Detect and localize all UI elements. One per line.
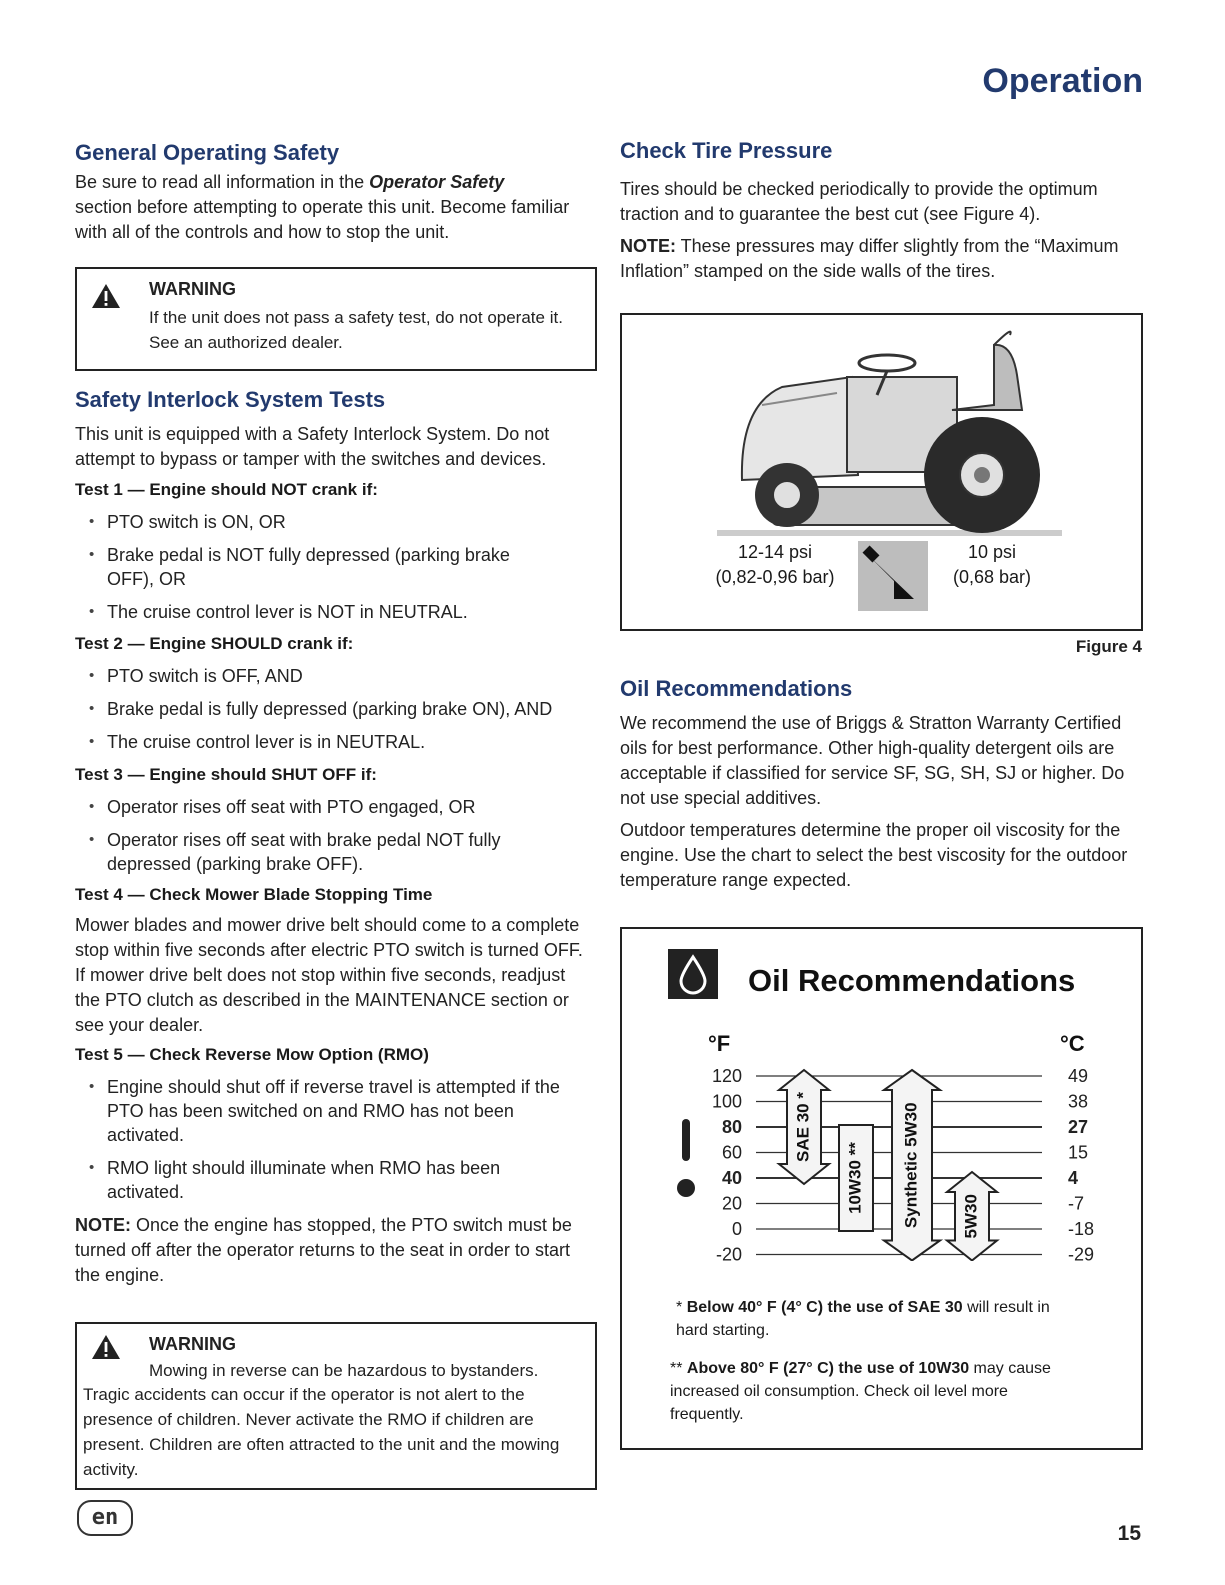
list-item: • Operator rises off seat with PTO engaged, OR (75, 795, 565, 819)
tire-pressure-note (620, 234, 1150, 284)
tire-figure (620, 313, 1143, 631)
footnote-2-text: may cause increased oil consumption. Check oil level more frequently. (670, 1360, 1051, 1423)
general-safety-text-end: section before attempting to operate this unit. Become familiar with all of the controls and how to stop the unit. (75, 197, 570, 242)
page-title: Operation (982, 62, 1143, 100)
oil-drop-icon-glyph (668, 949, 718, 999)
interlock-note (75, 1213, 595, 1288)
temp-f-label: 20 (721, 1193, 742, 1214)
footnote-2-star: ** (670, 1360, 683, 1377)
test2-heading: Test 2 — Engine SHOULD crank if: (75, 634, 354, 653)
list-item: • PTO switch is ON, OR (75, 510, 575, 534)
temp-f-label: 80 (721, 1117, 742, 1137)
tire-pressure-text: Tires should be checked periodically to provide the optimum traction and to guarantee the best cut (see Figure 4). (620, 179, 1098, 224)
general-safety-text-start: Be sure to read all information in the (75, 172, 370, 192)
unit-c-label: °C (1060, 1031, 1085, 1056)
oil-type-label: Synthetic 5W30 (901, 1102, 921, 1229)
temp-f-label: 0 (731, 1219, 742, 1239)
note-label: NOTE: (75, 1215, 131, 1235)
temp-f-label: -20 (715, 1244, 742, 1261)
test4-text: Mower blades and mower drive belt should come to a complete stop within five seconds after electric PTO switch is turned OFF. If mower drive belt does not stop within five seconds, readjust the PTO clutch as described in the MAINTENANCE section or see your dealer. (75, 915, 583, 1035)
test2-list (75, 664, 595, 763)
temp-f-label: 40 (721, 1168, 742, 1188)
temp-c-label: 15 (1068, 1142, 1089, 1163)
oil-viscosity-chart (622, 1021, 1141, 1261)
oil-text-2: Outdoor temperatures determine the proper oil viscosity for the engine. Use the chart to select the best viscosity for the outdoor temperature range expected. (620, 820, 1128, 890)
figure-caption: Figure 4 (1075, 637, 1142, 656)
warning-2-text: Tragic accidents can occur if the operator is not alert to the presence of children. Never activate the RMO if children are present. Children are often attracted to the unit and the mowing activity. (83, 1385, 560, 1479)
temp-c-label: 49 (1068, 1066, 1089, 1086)
test4-heading: Test 4 — Check Mower Blade Stopping Time (75, 885, 433, 904)
list-item: • Brake pedal is fully depressed (parking brake ON), AND (75, 697, 595, 721)
oil-drop-icon (668, 949, 718, 999)
language-badge (77, 1500, 133, 1536)
interlock-intro: This unit is equipped with a Safety Interlock System. Do not attempt to bypass or tamper with the switches and devices. (75, 424, 550, 469)
oil-footnote-2 (670, 1357, 1070, 1426)
rear-psi: 10 psi (967, 542, 1017, 562)
test1-list (75, 510, 575, 633)
interlock-title: Safety Interlock System Tests (75, 387, 386, 412)
oil-title: Oil Recommendations (620, 676, 853, 701)
thermometer-bulb (677, 1179, 695, 1197)
footnote-1-bold: Below 40° F (4° C) the use of SAE 30 (686, 1299, 963, 1316)
operator-safety-ref: Operator Safety (369, 172, 505, 192)
temp-f-label: 60 (721, 1142, 742, 1163)
temp-c-label: -29 (1068, 1244, 1095, 1261)
oil-chart-box (620, 927, 1143, 1450)
list-item: • RMO light should illuminate when RMO has been activated. (75, 1156, 547, 1204)
temp-f-label: 100 (711, 1091, 742, 1112)
footnote-2-bold: Above 80° F (27° C) the use of 10W30 (686, 1360, 970, 1377)
warning-1-text: If the unit does not pass a safety test, do not operate it. See an authorized dealer. (149, 308, 563, 352)
oil-text-1: We recommend the use of Briggs & Stratton Warranty Certified oils for best performance. Other high-quality detergent oils are acceptable if classified for service SF, SG, SH, SJ or higher. Do not use special additives. (620, 713, 1125, 808)
test5-heading: Test 5 — Check Reverse Mow Option (RMO) (75, 1045, 429, 1064)
tire-pressure-title: Check Tire Pressure (620, 138, 833, 163)
rear-tire-pressure (927, 540, 1057, 590)
general-safety-title: General Operating Safety (75, 140, 340, 165)
oil-type-label: 5W30 (961, 1194, 981, 1239)
warning-1-title: WARNING (149, 279, 236, 299)
page-number: 15 (1117, 1522, 1141, 1545)
warning-box-1 (75, 267, 597, 371)
note-label: NOTE: (620, 236, 676, 256)
test3-list (75, 795, 565, 885)
general-safety-text (75, 170, 575, 245)
note-text: These pressures may differ slightly from the “Maximum Inflation” stamped on the side walls of the tires. (620, 236, 1119, 281)
front-tire-pressure (680, 540, 870, 590)
oil-footnote-1 (676, 1296, 1076, 1342)
temp-c-label: -18 (1068, 1219, 1095, 1239)
footnote-1-text: will result in hard starting. (676, 1299, 1050, 1339)
temp-c-label: 27 (1068, 1117, 1089, 1137)
front-psi: 12-14 psi (737, 542, 813, 562)
footnote-1-star: * (676, 1299, 683, 1316)
oil-type-label: SAE 30 * (793, 1092, 813, 1162)
front-bar: (0,82-0,96 bar) (715, 567, 835, 587)
thermometer-icon (682, 1119, 690, 1161)
list-item: • PTO switch is OFF, AND (75, 664, 595, 688)
list-item: • The cruise control lever is NOT in NEUTRAL. (75, 600, 575, 624)
test3-heading: Test 3 — Engine should SHUT OFF if: (75, 765, 377, 784)
language-badge-text: en (91, 1505, 119, 1530)
warning-triangle-icon (91, 1334, 121, 1360)
list-item: • The cruise control lever is in NEUTRAL. (75, 730, 595, 754)
oil-type-label: 10W30 ** (845, 1142, 865, 1214)
list-item: • Brake pedal is NOT fully depressed (parking brake OFF), OR (75, 543, 537, 591)
test1-heading: Test 1 — Engine should NOT crank if: (75, 480, 378, 499)
oil-chart-title: Oil Recommendations (748, 963, 1076, 998)
note-text: Once the engine has stopped, the PTO switch must be turned off after the operator returns to the seat in order to start the engine. (75, 1215, 572, 1285)
warning-box-2 (75, 1322, 597, 1490)
list-item: • Engine should shut off if reverse travel is attempted if the PTO has been switched on and RMO has not been activated. (75, 1075, 580, 1147)
temp-c-label: 38 (1068, 1091, 1089, 1112)
rear-bar: (0,68 bar) (952, 567, 1032, 587)
temp-c-label: -7 (1068, 1193, 1085, 1214)
unit-f-label: °F (708, 1031, 731, 1056)
list-item: • Operator rises off seat with brake pedal NOT fully depressed (parking brake OFF). (75, 828, 547, 876)
tire-gauge-icon (858, 541, 928, 611)
warning-2-line1: Mowing in reverse can be hazardous to bystanders. (149, 1361, 539, 1380)
warning-triangle-icon (91, 283, 121, 309)
temp-c-label: 4 (1068, 1168, 1079, 1188)
temp-f-label: 120 (711, 1066, 742, 1086)
lawn-tractor-illustration (622, 315, 1141, 545)
warning-2-title: WARNING (149, 1334, 236, 1354)
test5-list (75, 1075, 580, 1213)
